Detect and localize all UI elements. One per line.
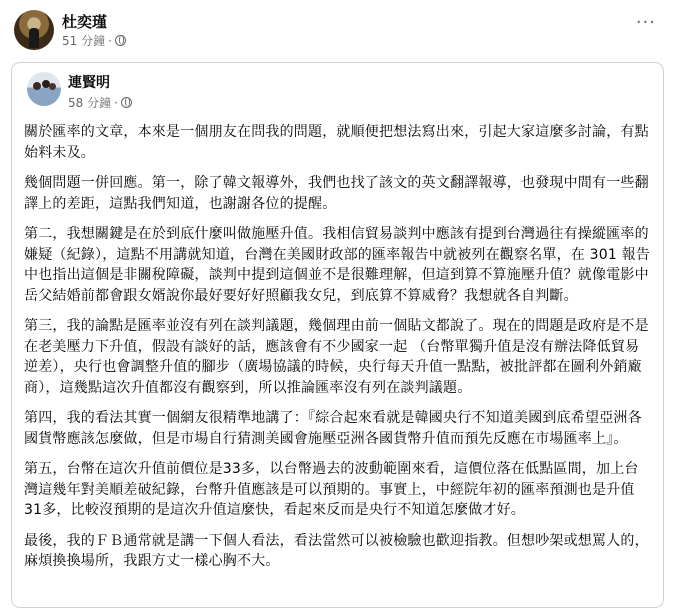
post-paragraph: 第四，我的看法其實一個網友很精準地講了：『綜合起來看就是韓國央行不知道美國到底希望亞洲各國貨幣應該怎麼做，但是市場自行猜測美國會施壓亞洲各國貨幣升值而預先反應在市場匯率上』。: [24, 410, 642, 447]
shared-author-avatar[interactable]: [27, 72, 61, 106]
shared-author-name[interactable]: 連賢明: [68, 75, 110, 91]
post-paragraph: 幾個問題一併回應。第一，除了韓文報導外，我們也找了該文的英文翻譯報導，也發現中間有一些翻譯上的差距，這點我們知道，也謝謝各位的提醒。: [24, 175, 649, 212]
author-avatar[interactable]: [14, 10, 54, 50]
post-body: [24, 122, 652, 582]
outer-post-header: [14, 10, 662, 54]
post-meta: 51 分鐘 ·: [62, 32, 126, 49]
shared-post-time[interactable]: 58 分鐘: [68, 96, 112, 110]
shared-post-card[interactable]: [11, 62, 664, 608]
post-paragraph: 關於匯率的文章，本來是一個朋友在問我的問題，就順便把想法寫出來，引起大家這麼多討論，有點始料未及。: [24, 124, 649, 161]
post-paragraph: 第三，我的論點是匯率並沒有列在談判議題，幾個理由前一個貼文都說了。現在的問題是政府是不是在老美壓力下升值，假設有談好的話，應該會有不少國家一起 （台幣單獨升值是沒有辦法降低貿易逆差），央行也會調整升值的腳步（廣場協議的時候，央行每天升值一點點，被批評都在圖利外銷廠商），這幾點這次升值都沒有觀察到，所以推論匯率沒有列在談判議題。: [24, 318, 649, 396]
post-paragraph: 第二，我想關鍵是在於到底什麼叫做施壓升值。我相信貿易談判中應該有提到台灣過往有操縱匯率的嫌疑（紀錄），這點不用講就知道，台灣在美國財政部的匯率報告中就被列在觀察名單，在 301 報告中也指出這個是非關稅障礙，談判中提到這個並不是很難理解，但這到算不算施壓升值？就像電影中岳父結婚前都會跟女婿說你最好要好好照顧我女兒，到底算不算威脅？我想就各自判斷。: [24, 226, 651, 304]
post-paragraph: 最後，我的ＦＢ通常就是講一下個人看法，看法當然可以被檢驗也歡迎指教。但想吵架或想罵人的，麻煩換換場所，我跟方丈一樣心胸不大。: [24, 532, 649, 569]
post-paragraph: 第五，台幣在這次升值前價位是33多，以台幣過去的波動範圍來看，這價位落在低點區間，加上台灣這幾年對美順差破紀錄，台幣升值應該是可以預期的。事實上，中經院年初的匯率預測也是升值31多，比較沒預期的是這次升值這麼快，看起來反而是央行不知道怎麼做才好。: [24, 461, 639, 518]
globe-icon: [115, 35, 126, 46]
more-options-button[interactable]: ···: [635, 12, 656, 33]
post-time[interactable]: 51 分鐘: [62, 34, 106, 48]
shared-post-meta: 58 分鐘 ·: [68, 94, 132, 111]
globe-icon: [121, 97, 132, 108]
author-name[interactable]: 杜奕瑾: [62, 13, 108, 31]
